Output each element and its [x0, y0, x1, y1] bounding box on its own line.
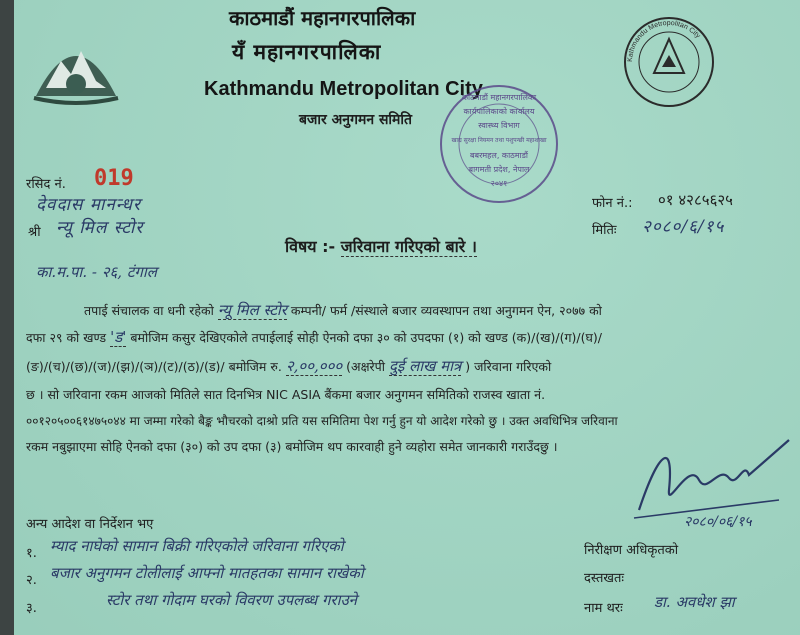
order-1-number: १. [26, 546, 37, 561]
receipt-label: रसिद नं. [26, 177, 66, 192]
inspector-label: निरीक्षण अधिकृतको [584, 543, 679, 558]
svg-text:२०८०/०६/१५: २०८०/०६/१५ [684, 514, 752, 530]
order-2-number: २. [26, 573, 37, 588]
fine-notice-document [14, 0, 800, 635]
owner-name: देवदास मानन्धर [36, 195, 141, 215]
body-line-4: छ । सो जरिवाना रकम आजको मितिले सात दिनभित्र NIC ASIA बैंकमा बजार अनुगमन समितिको राजस्व खाता नं. [26, 387, 546, 402]
svg-text:खाद्य सुरक्षा नियमन तथा पशुपन्: खाद्य सुरक्षा नियमन तथा पशुपन्छी महाशाखा [451, 137, 547, 144]
order-3-number: ३. [26, 601, 37, 616]
header-department: बजार अनुगमन समिति [299, 112, 413, 128]
date-label: मितिः [592, 223, 617, 238]
svg-text:बबरमहल, काठमाडौं: बबरमहल, काठमाडौं [469, 151, 529, 160]
subject-label: विषय :- [285, 237, 336, 256]
body-line-5: ००१२०५००६१४७५०४४ मा जम्मा गरेको बैङ्क भौचरको दाश्रो प्रति यस समितिमा पेश गर्नु हुन यो आदेश गरेको छु । उक्त अवधिभित्र जरिवाना [26, 414, 618, 428]
header-title-calligraphy: यँ महानगरपालिका [232, 40, 382, 64]
kmc-emblem-icon [26, 26, 126, 106]
kmc-seal-icon [622, 15, 717, 110]
header-title-nepali: काठमाडौं महानगरपालिका [229, 6, 416, 30]
name-label: नाम थरः [584, 601, 623, 616]
subject-line [285, 235, 477, 257]
order-1-text: म्याद नाघेको सामान बिक्री गरिएकोले जरिवाना गरिएको [50, 537, 344, 555]
receipt-number: 019 [94, 166, 134, 191]
signature-label: दस्तखतः [584, 571, 625, 586]
order-3-text: स्टोर तथा गोदाम घरको विवरण उपलब्ध गराउने [106, 591, 357, 609]
body-line-3: (ङ)/(च)/(छ)/(ज)/(झ)/(ञ)/(ट)/(ठ)/(ड)/ बमोजिम रु. २,००,००० (अक्षरेपी दुई लाख मात्र ) जरिवाना गरिएको [26, 357, 552, 375]
body-line-6: रकम नबुझाएमा सोहि ऐनको दफा (३०) को उप दफा (३) बमोजिम थप कारवाही हुने व्यहोरा समेत जानकारी गराउँदछु । [26, 439, 558, 454]
svg-text:Kathmandu Metropolitan City: Kathmandu Metropolitan City [626, 19, 702, 63]
official-stamp [434, 82, 564, 212]
header-title-english: Kathmandu Metropolitan City [204, 78, 483, 100]
phone-label: फोन नं.: [592, 196, 633, 211]
body-line-1: तपाई संचालक वा धनी रहेको न्यू मिल स्टोर कम्पनी/ फर्म /संस्थाले बजार व्यवस्थापन तथा अनुगमन ऐन, २०७७ को [84, 301, 602, 319]
svg-text:२०४१: २०४१ [490, 179, 508, 188]
inspector-name: डा. अवधेश झा [654, 593, 735, 611]
shri-label: श्री [28, 225, 41, 240]
phone-number: ०१ ४२८५६२५ [658, 191, 733, 209]
svg-text:कार्यपालिकाको कार्यालय: कार्यपालिकाको कार्यालय [463, 107, 535, 116]
subject-text: जरिवाना गरिएको बारे । [340, 237, 477, 256]
order-2-text: बजार अनुगमन टोलीलाई आफ्नो मातहतका सामान राखेको [50, 564, 364, 582]
orders-heading: अन्य आदेश वा निर्देशन भए [26, 517, 154, 532]
notice-date: २०८०/६/१५ [642, 217, 725, 237]
svg-text:बागमती प्रदेश, नेपाल: बागमती प्रदेश, नेपाल [468, 165, 530, 174]
shop-address: का.म.पा. - २६, टंगाल [36, 263, 157, 281]
svg-text:काठमाडौं महानगरपालिका: काठमाडौं महानगरपालिका [461, 93, 537, 102]
inspector-signature [629, 430, 800, 530]
shop-name: न्यू मिल स्टोर [56, 218, 144, 238]
body-line-2: दफा २९ को खण्ड 'ड' बमोजिम कसुर देखिएकोले तपाईलाई सोही ऐनको दफा ३० को उपदफा (१) को खण्ड (क)/(ख)/(ग)/(घ)/ [26, 328, 602, 346]
svg-text:स्वास्थ्य विभाग: स्वास्थ्य विभाग [478, 121, 520, 130]
